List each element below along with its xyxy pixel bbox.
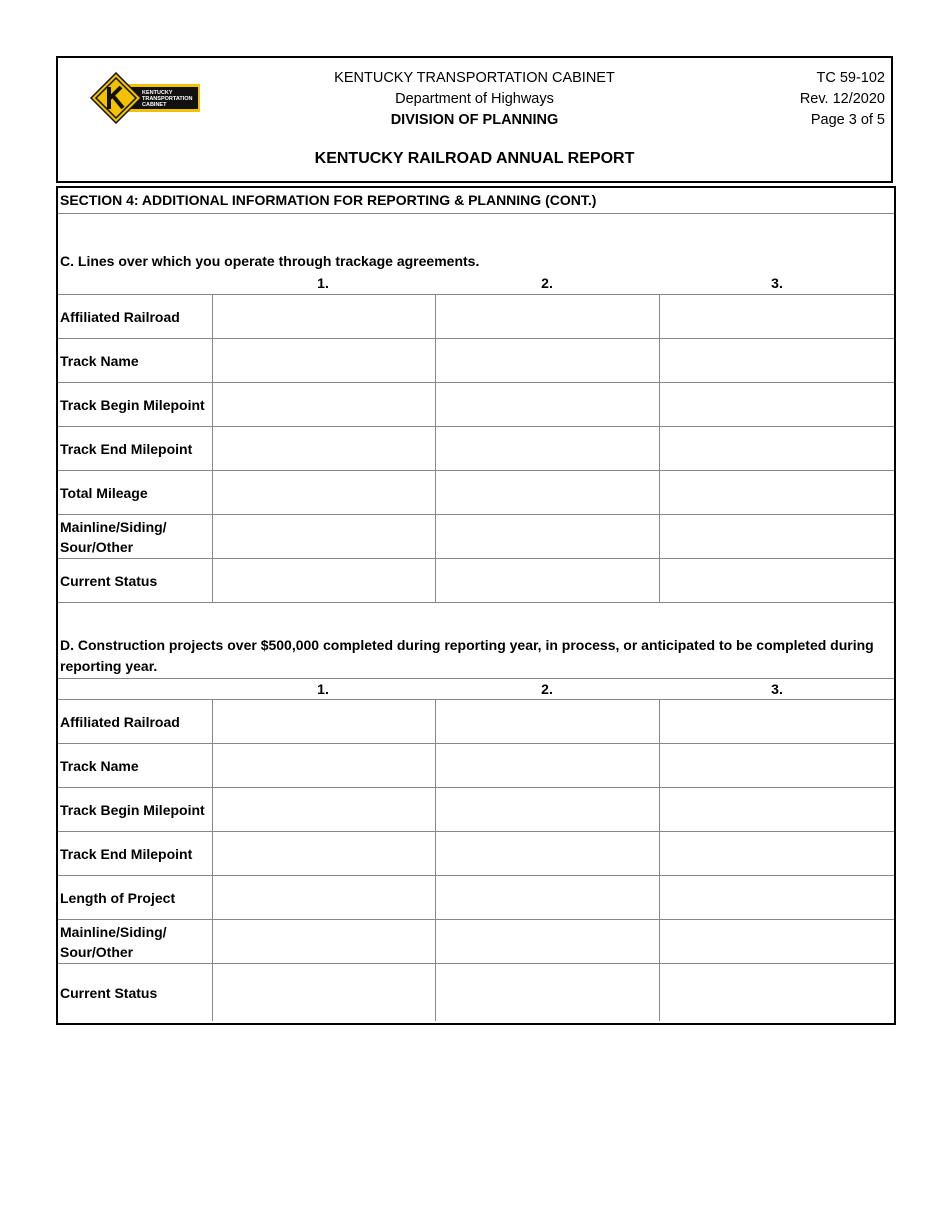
entry-cell-1[interactable] xyxy=(212,295,436,338)
table-row xyxy=(58,964,894,1021)
column-2-header: 2. xyxy=(541,275,553,291)
table-row xyxy=(58,427,894,471)
entry-cell-2[interactable] xyxy=(435,559,660,602)
section-title: SECTION 4: ADDITIONAL INFORMATION FOR REPORTING & PLANNING (CONT.) xyxy=(58,188,894,214)
row-label: Track Name xyxy=(60,757,139,774)
row-label: Track End Milepoint xyxy=(60,845,193,862)
row-label: Affiliated Railroad xyxy=(60,713,180,730)
entry-cell-2[interactable] xyxy=(435,339,660,382)
entry-cell-2[interactable] xyxy=(435,471,660,514)
division-name: DIVISION OF PLANNING xyxy=(390,112,559,128)
row-label: Length of Project xyxy=(60,889,176,906)
form-number: TC 59-102 xyxy=(816,70,885,86)
entry-cell-3[interactable] xyxy=(659,515,897,558)
row-label: Track End Milepoint xyxy=(60,440,193,457)
department-name: Department of Highways xyxy=(395,91,554,107)
row-label: Track Name xyxy=(60,352,139,369)
row-label: Total Mileage xyxy=(60,484,148,501)
entry-cell-3[interactable] xyxy=(659,876,897,919)
page-number: Page 3 of 5 xyxy=(810,112,885,128)
entry-cell-3[interactable] xyxy=(659,920,897,963)
entry-cell-1[interactable] xyxy=(212,876,436,919)
revision-date: Rev. 12/2020 xyxy=(799,91,885,107)
entry-cell-1[interactable] xyxy=(212,383,436,426)
entry-cell-1[interactable] xyxy=(212,920,436,963)
agency-name: KENTUCKY TRANSPORTATION CABINET xyxy=(334,70,615,86)
entry-cell-2[interactable] xyxy=(435,832,660,875)
part-d-table xyxy=(58,700,894,1021)
report-title: KENTUCKY RAILROAD ANNUAL REPORT xyxy=(314,150,635,167)
entry-cell-1[interactable] xyxy=(212,559,436,602)
entry-cell-2[interactable] xyxy=(435,744,660,787)
entry-cell-3[interactable] xyxy=(659,471,897,514)
row-label: Mainline/Siding/ Sour/Other xyxy=(60,923,167,960)
entry-cell-3[interactable] xyxy=(659,964,897,1021)
table-row xyxy=(58,788,894,832)
column-1-header: 1. xyxy=(317,681,329,697)
table-row xyxy=(58,295,894,339)
entry-cell-2[interactable] xyxy=(435,876,660,919)
row-label: Mainline/Siding/ Sour/Other xyxy=(60,518,167,555)
part-c-title: C. Lines over which you operate through trackage agreements. xyxy=(60,253,480,269)
entry-cell-1[interactable] xyxy=(212,964,436,1021)
table-row xyxy=(58,383,894,427)
entry-cell-1[interactable] xyxy=(212,744,436,787)
part-d-column-headers xyxy=(58,678,894,700)
svg-text:CABINET: CABINET xyxy=(142,102,167,108)
agency-block xyxy=(58,68,891,131)
table-row xyxy=(58,515,894,559)
svg-text:TRANSPORTATION: TRANSPORTATION xyxy=(142,96,193,102)
part-d-title: D. Construction projects over $500,000 completed during reporting year, in process, or anticipated to be completed during reporting year. xyxy=(60,637,874,674)
table-row xyxy=(58,744,894,788)
part-c-column-headers xyxy=(58,273,894,295)
form-id-block xyxy=(800,68,885,131)
table-row xyxy=(58,471,894,515)
entry-cell-1[interactable] xyxy=(212,832,436,875)
row-label: Current Status xyxy=(60,984,158,1001)
section-4 xyxy=(56,186,896,1025)
entry-cell-3[interactable] xyxy=(659,383,897,426)
row-label: Track Begin Milepoint xyxy=(60,396,205,413)
entry-cell-3[interactable] xyxy=(659,559,897,602)
table-row xyxy=(58,876,894,920)
entry-cell-2[interactable] xyxy=(435,295,660,338)
entry-cell-1[interactable] xyxy=(212,700,436,743)
entry-cell-2[interactable] xyxy=(435,515,660,558)
entry-cell-1[interactable] xyxy=(212,427,436,470)
row-label: Current Status xyxy=(60,572,158,589)
entry-cell-1[interactable] xyxy=(212,339,436,382)
entry-cell-3[interactable] xyxy=(659,427,897,470)
column-3-header: 3. xyxy=(771,275,783,291)
form-header xyxy=(56,56,893,183)
column-3-header: 3. xyxy=(771,681,783,697)
table-row xyxy=(58,700,894,744)
entry-cell-2[interactable] xyxy=(435,920,660,963)
entry-cell-3[interactable] xyxy=(659,295,897,338)
entry-cell-2[interactable] xyxy=(435,427,660,470)
row-label: Affiliated Railroad xyxy=(60,308,180,325)
column-2-header: 2. xyxy=(541,681,553,697)
entry-cell-1[interactable] xyxy=(212,515,436,558)
entry-cell-3[interactable] xyxy=(659,788,897,831)
part-c-table xyxy=(58,295,894,603)
entry-cell-1[interactable] xyxy=(212,471,436,514)
entry-cell-2[interactable] xyxy=(435,383,660,426)
entry-cell-1[interactable] xyxy=(212,788,436,831)
entry-cell-2[interactable] xyxy=(435,964,660,1021)
table-row xyxy=(58,559,894,603)
svg-text:KENTUCKY: KENTUCKY xyxy=(142,90,173,96)
entry-cell-3[interactable] xyxy=(659,700,897,743)
table-row xyxy=(58,339,894,383)
entry-cell-3[interactable] xyxy=(659,744,897,787)
entry-cell-3[interactable] xyxy=(659,832,897,875)
entry-cell-3[interactable] xyxy=(659,339,897,382)
column-1-header: 1. xyxy=(317,275,329,291)
table-row xyxy=(58,832,894,876)
entry-cell-2[interactable] xyxy=(435,788,660,831)
row-label: Track Begin Milepoint xyxy=(60,801,205,818)
entry-cell-2[interactable] xyxy=(435,700,660,743)
table-row xyxy=(58,920,894,964)
